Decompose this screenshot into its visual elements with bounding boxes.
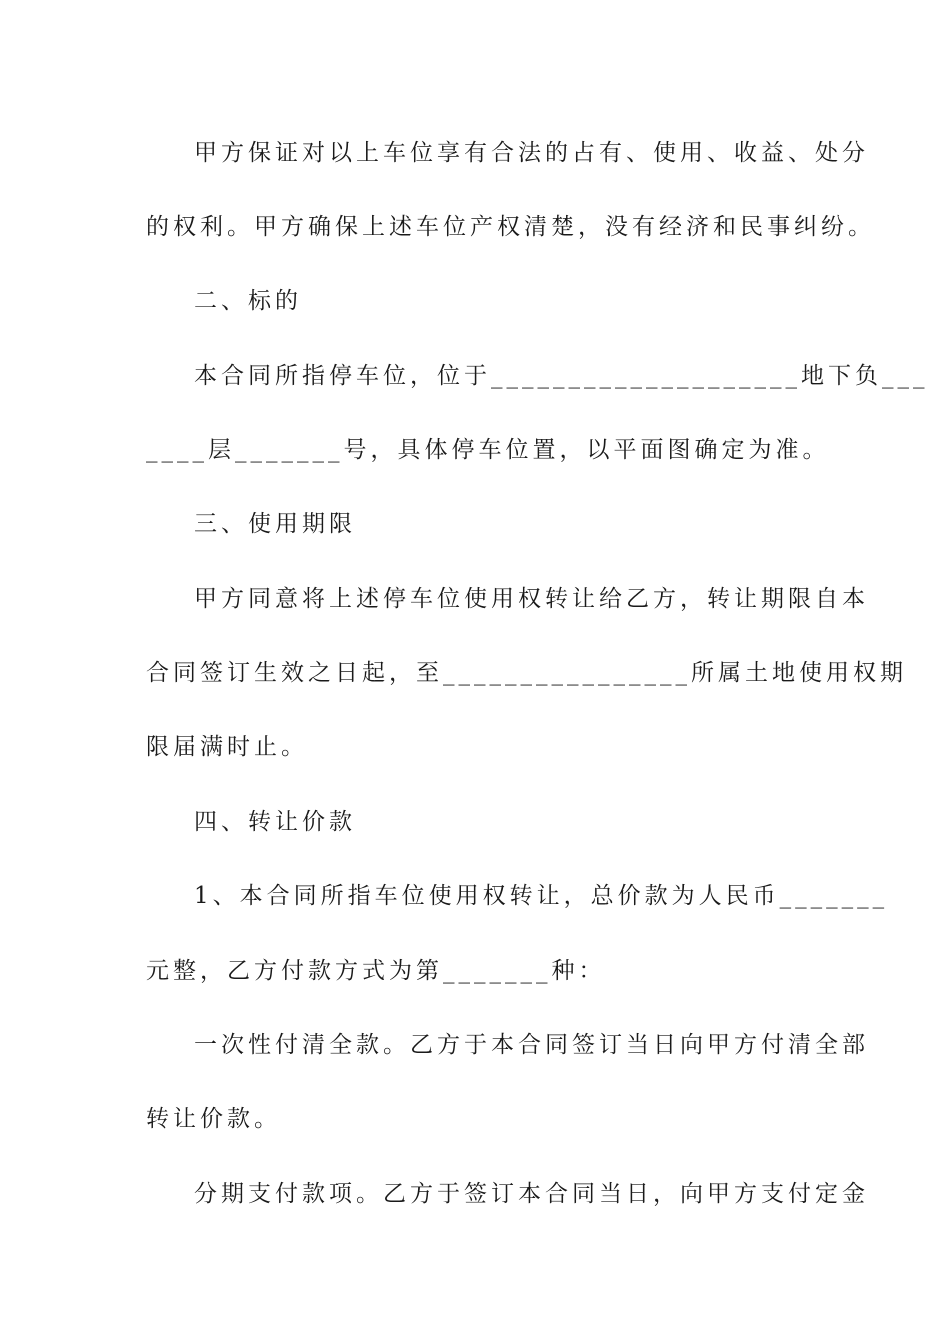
paragraph-line: 转让价款。 bbox=[146, 1106, 281, 1132]
section-heading: 二、标的 bbox=[194, 288, 302, 314]
paragraph-line: 的权利。甲方确保上述车位产权清楚，没有经济和民事纠纷。 bbox=[146, 214, 875, 240]
paragraph-line: 甲方保证对以上车位享有合法的占有、使用、收益、处分 bbox=[194, 140, 869, 166]
paragraph-line: 限届满时止。 bbox=[146, 734, 308, 760]
paragraph-line: ____层_______号，具体停车位置，以平面图确定为准。 bbox=[146, 437, 830, 463]
paragraph-line: 本合同所指停车位，位于____________________地下负___ bbox=[194, 363, 929, 389]
paragraph-line: 一次性付清全款。乙方于本合同签订当日向甲方付清全部 bbox=[194, 1032, 869, 1058]
paragraph-line: 合同签订生效之日起，至________________所属土地使用权期 bbox=[146, 660, 907, 686]
paragraph-line: 甲方同意将上述停车位使用权转让给乙方，转让期限自本 bbox=[194, 586, 869, 612]
paragraph-line: 元整，乙方付款方式为第_______种： bbox=[146, 958, 606, 984]
section-heading: 四、转让价款 bbox=[194, 809, 356, 835]
paragraph-line: 分期支付款项。乙方于签订本合同当日，向甲方支付定金 bbox=[194, 1181, 869, 1207]
section-heading: 三、使用期限 bbox=[194, 511, 356, 537]
paragraph-line: 1、本合同所指车位使用权转让，总价款为人民币_______ bbox=[194, 883, 889, 909]
